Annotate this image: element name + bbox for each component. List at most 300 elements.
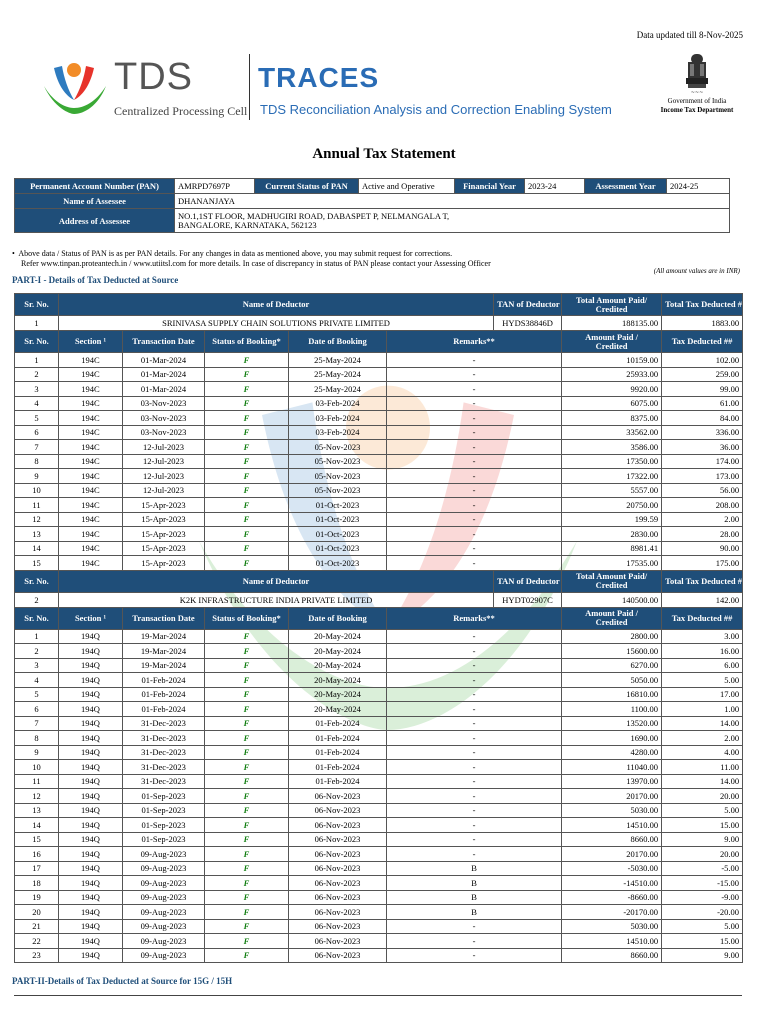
row-booking-date: 01-Oct-2023 <box>289 512 387 527</box>
row-sr-no: 12 <box>15 512 59 527</box>
row-transaction-date: 31-Dec-2023 <box>123 774 205 789</box>
row-amount-paid: 199.59 <box>562 512 662 527</box>
row-booking-date: 03-Feb-2024 <box>289 425 387 440</box>
deductor-name: K2K INFRASTRUCTURE INDIA PRIVATE LIMITED <box>59 592 494 607</box>
row-amount-paid: 33562.00 <box>562 425 662 440</box>
row-section: 194C <box>59 469 123 484</box>
row-tax-deducted: 14.00 <box>662 774 743 789</box>
row-sr-no: 13 <box>15 527 59 542</box>
tds-logo-subtitle: Centralized Processing Cell <box>114 104 248 118</box>
row-transaction-date: 03-Nov-2023 <box>123 411 205 426</box>
row-booking-date: 05-Nov-2023 <box>289 483 387 498</box>
row-booking-date: 25-May-2024 <box>289 382 387 397</box>
remarks-header: Remarks** <box>387 331 562 353</box>
row-amount-paid: 8375.00 <box>562 411 662 426</box>
row-booking-date: 20-May-2024 <box>289 687 387 702</box>
row-section: 194C <box>59 367 123 382</box>
table-row <box>15 716 743 731</box>
row-transaction-date: 09-Aug-2023 <box>123 861 205 876</box>
tan-header: TAN of Deductor <box>494 294 562 316</box>
table-row <box>15 890 743 905</box>
remarks-header: Remarks** <box>387 607 562 629</box>
row-section: 194C <box>59 527 123 542</box>
row-sr-no: 10 <box>15 760 59 775</box>
row-remarks: - <box>387 745 562 760</box>
pan-label: Permanent Account Number (PAN) <box>15 179 175 194</box>
row-sr-no: 19 <box>15 890 59 905</box>
deductor-tan: HYDT02907C <box>494 592 562 607</box>
row-booking-date: 01-Feb-2024 <box>289 745 387 760</box>
deductor-sr-no: 2 <box>15 592 59 607</box>
row-section: 194Q <box>59 847 123 862</box>
row-tax-deducted: 20.00 <box>662 789 743 804</box>
row-section: 194C <box>59 425 123 440</box>
row-tax-deducted: -20.00 <box>662 905 743 920</box>
deductor-header-row <box>15 294 743 316</box>
row-booking-status: F <box>205 367 289 382</box>
row-booking-status: F <box>205 644 289 659</box>
row-booking-date: 06-Nov-2023 <box>289 818 387 833</box>
assessee-address-label: Address of Assessee <box>15 209 175 233</box>
row-remarks: - <box>387 919 562 934</box>
row-booking-status: F <box>205 847 289 862</box>
row-remarks: B <box>387 905 562 920</box>
row-booking-status: F <box>205 861 289 876</box>
row-sr-no: 9 <box>15 745 59 760</box>
deductor-summary-row <box>15 316 743 331</box>
deductor-header-row <box>15 570 743 592</box>
row-amount-paid: 8660.00 <box>562 832 662 847</box>
bottom-divider <box>14 995 742 996</box>
table-row <box>15 702 743 717</box>
assessee-name-value: DHANANJAYA <box>175 194 730 209</box>
row-sr-no: 2 <box>15 644 59 659</box>
row-section: 194Q <box>59 905 123 920</box>
row-booking-status: F <box>205 934 289 949</box>
row-transaction-date: 09-Aug-2023 <box>123 876 205 891</box>
tax-deducted-header: Tax Deducted ## <box>662 607 743 629</box>
row-amount-paid: 5557.00 <box>562 483 662 498</box>
row-sr-no: 2 <box>15 367 59 382</box>
tds-logo-text: TDS <box>114 56 193 98</box>
total-paid-header-line1: Total Amount Paid/ <box>576 294 648 305</box>
row-booking-status: F <box>205 629 289 644</box>
table-row <box>15 556 743 571</box>
booking-status-header: Status of Booking* <box>205 607 289 629</box>
table-row <box>15 396 743 411</box>
row-booking-date: 01-Feb-2024 <box>289 716 387 731</box>
row-remarks: - <box>387 512 562 527</box>
row-remarks: - <box>387 541 562 556</box>
table-row <box>15 861 743 876</box>
row-section: 194Q <box>59 948 123 963</box>
row-section: 194Q <box>59 760 123 775</box>
row-amount-paid: 5050.00 <box>562 673 662 688</box>
row-remarks: - <box>387 948 562 963</box>
row-booking-date: 05-Nov-2023 <box>289 454 387 469</box>
row-remarks: - <box>387 382 562 397</box>
booking-date-header: Date of Booking <box>289 607 387 629</box>
row-booking-status: F <box>205 498 289 513</box>
amount-paid-header-line2: Credited <box>595 340 628 351</box>
row-remarks: - <box>387 498 562 513</box>
note-line-1: • Above data / Status of PAN is as per PAN details. For any changes in data as mentioned above, you may submit request for corrections. <box>12 249 453 258</box>
row-remarks: - <box>387 556 562 571</box>
row-booking-status: F <box>205 527 289 542</box>
row-amount-paid: 2800.00 <box>562 629 662 644</box>
row-tax-deducted: 28.00 <box>662 527 743 542</box>
row-section: 194Q <box>59 890 123 905</box>
tan-header: TAN of Deductor <box>494 570 562 592</box>
booking-date-header: Date of Booking <box>289 331 387 353</box>
row-tax-deducted: 14.00 <box>662 716 743 731</box>
row-section: 194Q <box>59 673 123 688</box>
row-sr-no: 1 <box>15 629 59 644</box>
row-section: 194Q <box>59 629 123 644</box>
row-sr-no: 3 <box>15 658 59 673</box>
row-transaction-date: 12-Jul-2023 <box>123 440 205 455</box>
tds-details-table <box>14 293 743 963</box>
row-section: 194Q <box>59 731 123 746</box>
row-amount-paid: 5030.00 <box>562 803 662 818</box>
gov-of-india-label: Government of India <box>667 97 727 105</box>
row-tax-deducted: 259.00 <box>662 367 743 382</box>
row-booking-status: F <box>205 803 289 818</box>
row-tax-deducted: 56.00 <box>662 483 743 498</box>
table-row <box>15 774 743 789</box>
row-amount-paid: -20170.00 <box>562 905 662 920</box>
row-booking-status: F <box>205 760 289 775</box>
row-booking-status: F <box>205 440 289 455</box>
row-sr-no: 16 <box>15 847 59 862</box>
row-tax-deducted: 84.00 <box>662 411 743 426</box>
table-row <box>15 469 743 484</box>
row-sr-no: 9 <box>15 469 59 484</box>
table-row <box>15 934 743 949</box>
row-booking-status: F <box>205 745 289 760</box>
row-tax-deducted: 174.00 <box>662 454 743 469</box>
row-tax-deducted: -9.00 <box>662 890 743 905</box>
row-booking-status: F <box>205 556 289 571</box>
row-booking-date: 20-May-2024 <box>289 702 387 717</box>
row-sr-no: 1 <box>15 353 59 368</box>
pan-notes <box>12 249 491 269</box>
row-remarks: B <box>387 861 562 876</box>
tds-logo <box>40 56 250 126</box>
row-section: 194C <box>59 396 123 411</box>
row-tax-deducted: 36.00 <box>662 440 743 455</box>
row-tax-deducted: 15.00 <box>662 818 743 833</box>
row-section: 194Q <box>59 919 123 934</box>
row-sr-no: 3 <box>15 382 59 397</box>
deductor-total-tax: 1883.00 <box>662 316 743 331</box>
row-tax-deducted: 5.00 <box>662 673 743 688</box>
row-transaction-date: 03-Nov-2023 <box>123 396 205 411</box>
row-section: 194Q <box>59 876 123 891</box>
address-line-2: BANGALORE, KARNATAKA, 562123 <box>178 219 317 230</box>
row-remarks: B <box>387 890 562 905</box>
row-amount-paid: 17322.00 <box>562 469 662 484</box>
row-amount-paid: 1690.00 <box>562 731 662 746</box>
amount-paid-header-line1: Amount Paid / <box>585 331 639 342</box>
row-booking-status: F <box>205 876 289 891</box>
row-booking-status: F <box>205 818 289 833</box>
row-booking-date: 03-Feb-2024 <box>289 396 387 411</box>
row-transaction-date: 01-Mar-2024 <box>123 382 205 397</box>
row-amount-paid: 13970.00 <box>562 774 662 789</box>
row-booking-status: F <box>205 658 289 673</box>
row-tax-deducted: 1.00 <box>662 702 743 717</box>
row-section: 194C <box>59 440 123 455</box>
sr-no-header: Sr. No. <box>15 294 59 316</box>
row-transaction-date: 01-Mar-2024 <box>123 367 205 382</box>
row-section: 194C <box>59 512 123 527</box>
row-booking-status: F <box>205 673 289 688</box>
row-transaction-date: 09-Aug-2023 <box>123 934 205 949</box>
part2-title: PART-II-Details of Tax Deducted at Source for 15G / 15H <box>12 976 233 986</box>
row-sr-no: 11 <box>15 774 59 789</box>
row-transaction-date: 09-Aug-2023 <box>123 847 205 862</box>
row-transaction-date: 09-Aug-2023 <box>123 905 205 920</box>
table-row <box>15 454 743 469</box>
row-section: 194Q <box>59 745 123 760</box>
row-booking-date: 06-Nov-2023 <box>289 847 387 862</box>
row-sr-no: 10 <box>15 483 59 498</box>
row-sr-no: 22 <box>15 934 59 949</box>
table-row <box>15 905 743 920</box>
row-transaction-date: 31-Dec-2023 <box>123 716 205 731</box>
row-tax-deducted: 5.00 <box>662 919 743 934</box>
traces-subtitle: TDS Reconciliation Analysis and Correction Enabling System <box>260 102 612 117</box>
row-section: 194C <box>59 353 123 368</box>
row-transaction-date: 01-Feb-2024 <box>123 687 205 702</box>
row-booking-date: 05-Nov-2023 <box>289 469 387 484</box>
table-row <box>15 847 743 862</box>
row-remarks: - <box>387 396 562 411</box>
table-row <box>15 789 743 804</box>
row-amount-paid: -14510.00 <box>562 876 662 891</box>
table-row <box>15 527 743 542</box>
row-booking-date: 25-May-2024 <box>289 367 387 382</box>
row-booking-date: 01-Oct-2023 <box>289 498 387 513</box>
row-booking-date: 01-Feb-2024 <box>289 774 387 789</box>
row-remarks: - <box>387 673 562 688</box>
row-tax-deducted: 5.00 <box>662 803 743 818</box>
row-section: 194Q <box>59 716 123 731</box>
row-transaction-date: 15-Apr-2023 <box>123 527 205 542</box>
row-sr-no: 14 <box>15 818 59 833</box>
table-row <box>15 541 743 556</box>
row-sr-no: 7 <box>15 716 59 731</box>
row-booking-status: F <box>205 396 289 411</box>
row-amount-paid: 10159.00 <box>562 353 662 368</box>
row-tax-deducted: -5.00 <box>662 861 743 876</box>
row-sr-no: 11 <box>15 498 59 513</box>
row-booking-date: 06-Nov-2023 <box>289 876 387 891</box>
row-section: 194Q <box>59 861 123 876</box>
assessment-year-value: 2024-25 <box>667 179 730 194</box>
row-tax-deducted: 173.00 <box>662 469 743 484</box>
row-section: 194C <box>59 541 123 556</box>
row-booking-status: F <box>205 425 289 440</box>
row-tax-deducted: 9.00 <box>662 832 743 847</box>
financial-year-value: 2023-24 <box>525 179 585 194</box>
row-booking-date: 01-Oct-2023 <box>289 527 387 542</box>
row-booking-date: 06-Nov-2023 <box>289 948 387 963</box>
row-booking-status: F <box>205 774 289 789</box>
row-booking-date: 06-Nov-2023 <box>289 789 387 804</box>
note-text-1: Above data / Status of PAN is as per PAN details. For any changes in data as mentioned above, you may submit request for corrections. <box>18 249 453 258</box>
row-booking-status: F <box>205 411 289 426</box>
row-booking-status: F <box>205 702 289 717</box>
row-section: 194C <box>59 483 123 498</box>
row-remarks: - <box>387 832 562 847</box>
row-remarks: - <box>387 629 562 644</box>
row-amount-paid: 20750.00 <box>562 498 662 513</box>
row-tax-deducted: 61.00 <box>662 396 743 411</box>
row-booking-date: 01-Feb-2024 <box>289 731 387 746</box>
txn-sr-no-header: Sr. No. <box>15 607 59 629</box>
table-row <box>15 498 743 513</box>
row-tax-deducted: 175.00 <box>662 556 743 571</box>
row-booking-date: 20-May-2024 <box>289 629 387 644</box>
total-tax-header: Total Tax Deducted # <box>662 294 743 316</box>
assessment-year-label: Assessment Year <box>585 179 667 194</box>
row-transaction-date: 12-Jul-2023 <box>123 454 205 469</box>
row-remarks: - <box>387 469 562 484</box>
row-amount-paid: 25933.00 <box>562 367 662 382</box>
tax-deducted-header: Tax Deducted ## <box>662 331 743 353</box>
row-section: 194Q <box>59 832 123 847</box>
table-row <box>15 687 743 702</box>
row-booking-status: F <box>205 789 289 804</box>
row-tax-deducted: 6.00 <box>662 658 743 673</box>
row-tax-deducted: 20.00 <box>662 847 743 862</box>
row-sr-no: 15 <box>15 556 59 571</box>
row-transaction-date: 09-Aug-2023 <box>123 890 205 905</box>
amount-paid-header <box>562 331 662 353</box>
row-booking-date: 20-May-2024 <box>289 658 387 673</box>
page-header <box>40 52 740 132</box>
row-booking-status: F <box>205 541 289 556</box>
row-tax-deducted: 2.00 <box>662 512 743 527</box>
row-tax-deducted: 336.00 <box>662 425 743 440</box>
emblem-icon <box>682 52 712 96</box>
row-booking-date: 01-Oct-2023 <box>289 541 387 556</box>
row-remarks: - <box>387 658 562 673</box>
row-sr-no: 6 <box>15 702 59 717</box>
row-remarks: - <box>387 687 562 702</box>
total-paid-header-line2: Credited <box>595 580 628 590</box>
pan-status-value: Active and Operative <box>359 179 455 194</box>
row-section: 194C <box>59 382 123 397</box>
row-remarks: - <box>387 454 562 469</box>
row-sr-no: 4 <box>15 396 59 411</box>
row-remarks: - <box>387 527 562 542</box>
row-remarks: - <box>387 440 562 455</box>
amount-paid-header <box>562 607 662 629</box>
row-transaction-date: 01-Feb-2024 <box>123 673 205 688</box>
row-booking-date: 06-Nov-2023 <box>289 934 387 949</box>
row-sr-no: 23 <box>15 948 59 963</box>
traces-title: TRACES <box>258 62 380 93</box>
row-transaction-date: 01-Mar-2024 <box>123 353 205 368</box>
row-remarks: - <box>387 760 562 775</box>
row-section: 194Q <box>59 803 123 818</box>
row-booking-status: F <box>205 890 289 905</box>
row-tax-deducted: 4.00 <box>662 745 743 760</box>
deductor-total-tax: 142.00 <box>662 592 743 607</box>
row-remarks: - <box>387 934 562 949</box>
assessee-info-table <box>14 178 730 233</box>
table-row <box>15 818 743 833</box>
row-amount-paid: 3586.00 <box>562 440 662 455</box>
row-transaction-date: 01-Sep-2023 <box>123 818 205 833</box>
pan-value: AMRPD7697P <box>175 179 255 194</box>
row-tax-deducted: 17.00 <box>662 687 743 702</box>
row-tax-deducted: 15.00 <box>662 934 743 949</box>
row-booking-status: F <box>205 716 289 731</box>
row-remarks: - <box>387 847 562 862</box>
row-booking-date: 06-Nov-2023 <box>289 905 387 920</box>
row-amount-paid: 6270.00 <box>562 658 662 673</box>
row-section: 194C <box>59 411 123 426</box>
row-tax-deducted: 90.00 <box>662 541 743 556</box>
section-header: Section ¹ <box>59 331 123 353</box>
row-remarks: - <box>387 702 562 717</box>
row-booking-status: F <box>205 353 289 368</box>
row-tax-deducted: 3.00 <box>662 629 743 644</box>
row-booking-status: F <box>205 687 289 702</box>
table-row <box>15 919 743 934</box>
row-sr-no: 20 <box>15 905 59 920</box>
row-remarks: - <box>387 716 562 731</box>
row-tax-deducted: 16.00 <box>662 644 743 659</box>
row-amount-paid: -8660.00 <box>562 890 662 905</box>
total-tax-header: Total Tax Deducted # <box>662 570 743 592</box>
row-section: 194Q <box>59 687 123 702</box>
assessee-address-value <box>175 209 730 233</box>
row-transaction-date: 01-Sep-2023 <box>123 789 205 804</box>
row-section: 194Q <box>59 702 123 717</box>
table-row <box>15 731 743 746</box>
table-row <box>15 629 743 644</box>
row-booking-date: 06-Nov-2023 <box>289 832 387 847</box>
deductor-name: SRINIVASA SUPPLY CHAIN SOLUTIONS PRIVATE LIMITED <box>59 316 494 331</box>
row-transaction-date: 15-Apr-2023 <box>123 556 205 571</box>
row-remarks: - <box>387 789 562 804</box>
row-transaction-date: 19-Mar-2024 <box>123 629 205 644</box>
row-amount-paid: 8981.41 <box>562 541 662 556</box>
table-row <box>15 803 743 818</box>
row-sr-no: 18 <box>15 876 59 891</box>
row-remarks: - <box>387 731 562 746</box>
deductor-summary-row <box>15 592 743 607</box>
row-section: 194Q <box>59 774 123 789</box>
row-transaction-date: 09-Aug-2023 <box>123 919 205 934</box>
row-remarks: - <box>387 774 562 789</box>
row-booking-date: 06-Nov-2023 <box>289 861 387 876</box>
table-row <box>15 948 743 963</box>
page-title: Annual Tax Statement <box>312 146 456 162</box>
row-remarks: B <box>387 876 562 891</box>
row-remarks: - <box>387 353 562 368</box>
pan-status-label: Current Status of PAN <box>255 179 359 194</box>
row-sr-no: 21 <box>15 919 59 934</box>
row-amount-paid: 9920.00 <box>562 382 662 397</box>
table-row <box>15 483 743 498</box>
total-paid-header <box>562 294 662 316</box>
